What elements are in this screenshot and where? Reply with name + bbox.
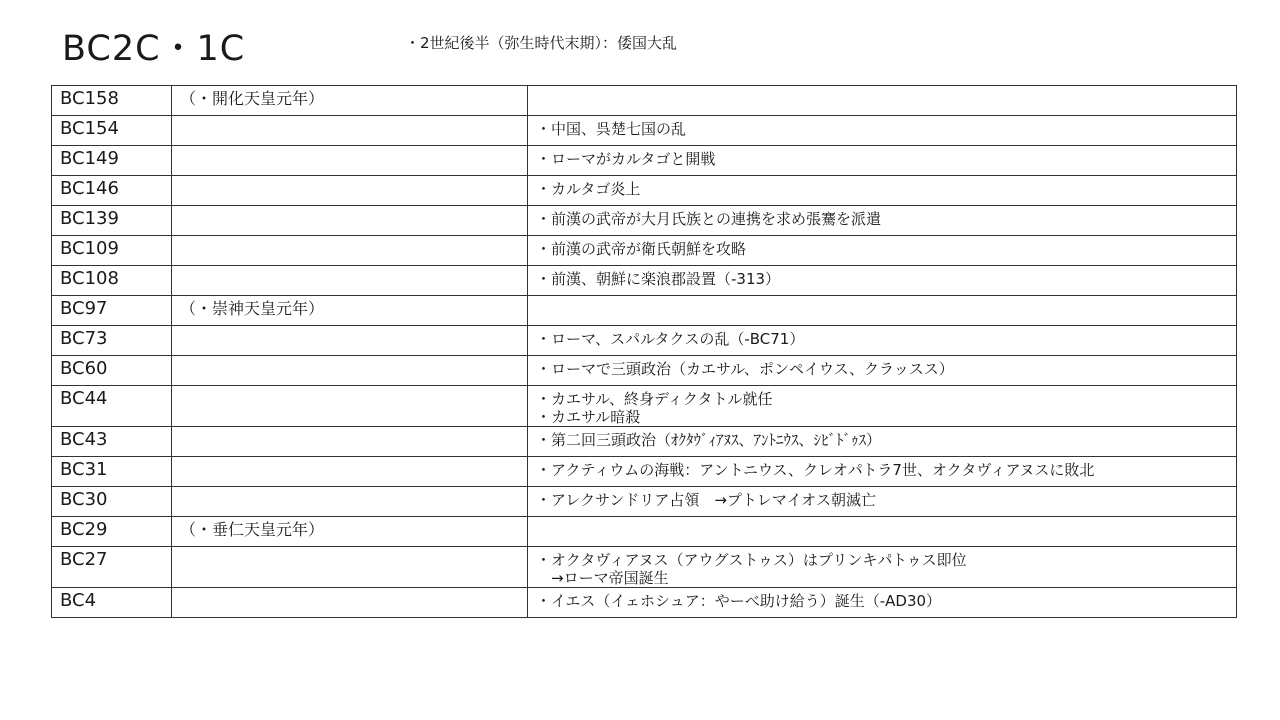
event-text: ・前漢、朝鮮に楽浪郡設置（-313） [536, 270, 781, 288]
table-row [52, 547, 1237, 588]
event-text: ・カルタゴ炎上 [536, 180, 641, 198]
table-row [52, 86, 1237, 116]
year-cell: BC149 [52, 146, 172, 176]
event-text: ・カエサル、終身ディクタトル就任 [536, 390, 773, 408]
table-row [52, 386, 1237, 427]
year-cell: BC158 [52, 86, 172, 116]
event-cell [528, 547, 1237, 588]
emperor-cell [172, 356, 528, 386]
timeline-table [51, 85, 1237, 618]
year-cell: BC139 [52, 206, 172, 236]
event-text: ・カエサル暗殺 [536, 408, 641, 426]
year-cell: BC146 [52, 176, 172, 206]
table-row [52, 427, 1237, 457]
table-row [52, 326, 1237, 356]
emperor-cell [172, 547, 528, 588]
event-cell [528, 296, 1237, 326]
table-row [52, 206, 1237, 236]
table-row [52, 176, 1237, 206]
event-text: ・中国、呉楚七国の乱 [536, 120, 687, 138]
emperor-cell [172, 176, 528, 206]
table-row [52, 296, 1237, 326]
emperor-cell [172, 457, 528, 487]
event-cell [528, 206, 1237, 236]
event-cell [528, 146, 1237, 176]
table-row [52, 487, 1237, 517]
year-cell: BC43 [52, 427, 172, 457]
event-cell [528, 116, 1237, 146]
event-text: ・オクタヴィアヌス（アウグストゥス）はプリンキパトゥス即位 [536, 551, 967, 569]
event-text: ・アレクサンドリア占領 →プトレマイオス朝滅亡 [536, 491, 877, 509]
year-cell: BC108 [52, 266, 172, 296]
slide-subtitle: ・2世紀後半（弥生時代末期）：倭国大乱 [405, 34, 678, 52]
year-cell: BC44 [52, 386, 172, 427]
event-cell [528, 588, 1237, 618]
slide-title: BC2C・1C [62, 29, 246, 69]
year-cell: BC31 [52, 457, 172, 487]
year-cell: BC60 [52, 356, 172, 386]
emperor-cell [172, 326, 528, 356]
emperor-cell [172, 236, 528, 266]
event-text: ・第二回三頭政治（ｵｸﾀｳﾞｨｱﾇｽ、ｱﾝﾄﾆｳｽ、ｼﾋﾞﾄﾞｩｽ） [536, 431, 882, 449]
event-text: →ローマ帝国誕生 [536, 569, 669, 587]
emperor-cell: （・崇神天皇元年） [172, 296, 528, 326]
event-text: ・前漢の武帝が大月氏族との連携を求め張騫を派遣 [536, 210, 882, 228]
event-text: ・前漢の武帝が衛氏朝鮮を攻略 [536, 240, 747, 258]
year-cell: BC4 [52, 588, 172, 618]
table-row [52, 356, 1237, 386]
event-cell [528, 457, 1237, 487]
table-row [52, 146, 1237, 176]
emperor-cell [172, 266, 528, 296]
table-row [52, 588, 1237, 618]
table-row [52, 236, 1237, 266]
emperor-cell [172, 206, 528, 236]
year-cell: BC29 [52, 517, 172, 547]
year-cell: BC73 [52, 326, 172, 356]
year-cell: BC154 [52, 116, 172, 146]
event-text: ・ローマで三頭政治（カエサル、ポンペイウス、クラッスス） [536, 360, 954, 378]
timeline-body [52, 86, 1237, 618]
event-cell [528, 356, 1237, 386]
event-cell [528, 176, 1237, 206]
table-row [52, 266, 1237, 296]
event-cell [528, 517, 1237, 547]
emperor-cell [172, 386, 528, 427]
event-text: ・ローマ、スパルタクスの乱（-BC71） [536, 330, 805, 348]
table-row [52, 457, 1237, 487]
emperor-cell [172, 146, 528, 176]
year-cell: BC97 [52, 296, 172, 326]
emperor-cell [172, 487, 528, 517]
event-text: ・アクティウムの海戦：アントニウス、クレオパトラ7世、オクタヴィアヌスに敗北 [536, 461, 1095, 479]
event-cell [528, 266, 1237, 296]
year-cell: BC30 [52, 487, 172, 517]
emperor-cell [172, 588, 528, 618]
emperor-cell: （・垂仁天皇元年） [172, 517, 528, 547]
table-row [52, 517, 1237, 547]
emperor-cell [172, 427, 528, 457]
emperor-cell: （・開化天皇元年） [172, 86, 528, 116]
event-cell [528, 326, 1237, 356]
event-cell [528, 86, 1237, 116]
year-cell: BC27 [52, 547, 172, 588]
event-cell [528, 236, 1237, 266]
emperor-cell [172, 116, 528, 146]
event-cell [528, 386, 1237, 427]
year-cell: BC109 [52, 236, 172, 266]
event-cell [528, 427, 1237, 457]
table-row [52, 116, 1237, 146]
event-text: ・イエス（イェホシュア：やーべ助け給う）誕生（-AD30） [536, 592, 942, 610]
event-cell [528, 487, 1237, 517]
event-text: ・ローマがカルタゴと開戦 [536, 150, 716, 168]
